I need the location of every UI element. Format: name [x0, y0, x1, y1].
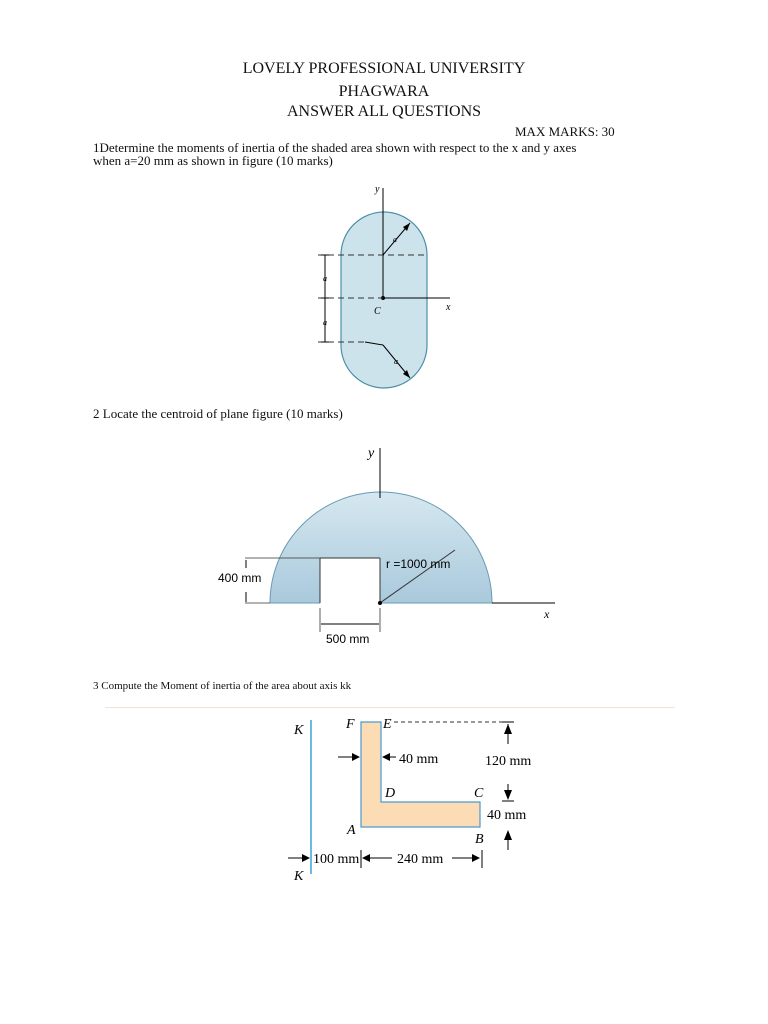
q3-label-a: A: [347, 823, 356, 838]
city-title: PHAGWARA: [338, 83, 430, 100]
university-title: LOVELY PROFESSIONAL UNIVERSITY: [242, 60, 526, 77]
q2-text: 2 Locate the centroid of plane figure (10 marks): [93, 406, 343, 421]
q2-label-radius: r =1000 mm: [386, 557, 451, 571]
q2-label-x: x: [544, 607, 550, 621]
q2-label-y: y: [368, 446, 375, 461]
q2-cutout: [320, 558, 380, 604]
q2-semicircle: [270, 492, 492, 603]
q3-label-40-top: 40 mm: [399, 752, 439, 767]
q1-shaded-area: [341, 212, 427, 388]
q3-label-c: C: [474, 786, 484, 801]
q3-label-k-bot: K: [294, 869, 304, 884]
q2-figure: [210, 440, 570, 655]
q1-line1: 1Determine the moments of inertia of the shaded area shown with respect to the x and y axes: [93, 140, 577, 155]
q3-text: 3 Compute the Moment of inertia of the area about axis kk: [93, 680, 352, 692]
q3-label-d: D: [385, 786, 396, 801]
q1-label-a3: a: [323, 274, 327, 283]
q1-label-a1: a: [393, 235, 397, 244]
q1-label-x: x: [446, 302, 451, 313]
q3-divider: [105, 707, 675, 708]
q1-line2: when a=20 mm as shown in figure (10 marks): [93, 153, 333, 168]
q1-label-y: y: [375, 184, 380, 195]
q3-label-100: 100 mm: [313, 852, 360, 867]
q2-label-400: 400 mm: [218, 571, 262, 585]
q3-label-240: 240 mm: [397, 852, 444, 867]
q3-label-40-right: 40 mm: [487, 808, 527, 823]
q3-label-k-top: K: [294, 723, 304, 738]
q3-label-f: F: [346, 717, 355, 732]
instruction-title: ANSWER ALL QUESTIONS: [286, 103, 482, 120]
max-marks: MAX MARKS: 30: [515, 124, 615, 139]
q3-label-b: B: [475, 832, 484, 847]
q1-label-a2: a: [394, 357, 398, 366]
q3-label-e: E: [383, 717, 392, 732]
q3-figure: [280, 712, 560, 887]
q1-figure: [290, 180, 490, 395]
q3-label-120: 120 mm: [485, 754, 532, 769]
q1-label-c: C: [374, 306, 381, 317]
q2-label-500: 500 mm: [326, 632, 370, 646]
q3-l-shape: [361, 722, 480, 827]
q1-label-a4: a: [323, 318, 327, 327]
